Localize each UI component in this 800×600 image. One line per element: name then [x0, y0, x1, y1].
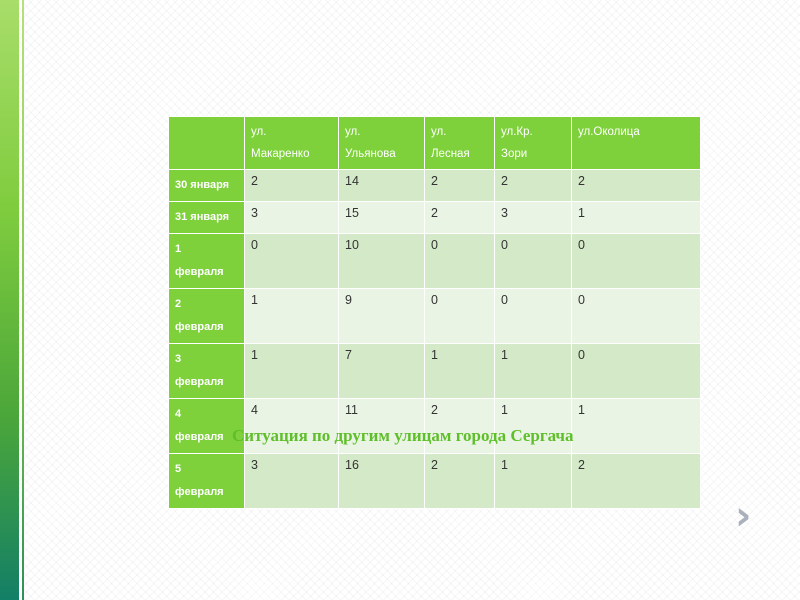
table-cell: 2: [425, 454, 495, 509]
row-label: 5 февраля: [169, 454, 245, 509]
header-kr-zori: ул.Кр. Зори: [495, 117, 572, 170]
header-corner: [169, 117, 245, 170]
table-cell: 10: [339, 234, 425, 289]
table-cell: 4: [245, 399, 339, 454]
table-row: [169, 344, 701, 399]
header-makarenko: ул. Макаренко: [245, 117, 339, 170]
header-ulyanova: ул. Ульянова: [339, 117, 425, 170]
street-situation-table: [168, 116, 701, 509]
table-cell: 14: [339, 170, 425, 202]
table-cell: 2: [495, 170, 572, 202]
table-cell: 1: [495, 399, 572, 454]
row-label: 4 февраля: [169, 399, 245, 454]
table-cell: 2: [425, 202, 495, 234]
row-label: 3 февраля: [169, 344, 245, 399]
table-row: [169, 202, 701, 234]
table-cell: 0: [245, 234, 339, 289]
table-cell: 1: [245, 289, 339, 344]
table-row: [169, 234, 701, 289]
table-cell: 2: [425, 399, 495, 454]
slide-caption: Ситуация по другим улицам города Сергача: [232, 426, 574, 445]
table-row: [169, 170, 701, 202]
table-cell: 3: [245, 454, 339, 509]
table-cell: 2: [425, 170, 495, 202]
table-cell: 2: [572, 170, 701, 202]
table-cell: 1: [245, 344, 339, 399]
table-cell: 15: [339, 202, 425, 234]
header-okolitsa: ул.Околица: [572, 117, 701, 170]
table-cell: 7: [339, 344, 425, 399]
row-label: 1 февраля: [169, 234, 245, 289]
next-slide-chevron-icon[interactable]: ›: [735, 493, 752, 539]
table-cell: 0: [572, 344, 701, 399]
table-cell: 2: [245, 170, 339, 202]
table-row: [169, 454, 701, 509]
table-cell: 1: [572, 399, 701, 454]
table-cell: 1: [425, 344, 495, 399]
table-cell: 3: [495, 202, 572, 234]
row-label: 30 января: [169, 170, 245, 202]
table-cell: 0: [495, 289, 572, 344]
header-row: [169, 117, 701, 170]
table-cell: 0: [572, 234, 701, 289]
table-cell: 11: [339, 399, 425, 454]
table-cell: 0: [425, 234, 495, 289]
table-cell: 1: [572, 202, 701, 234]
left-accent-line: [22, 0, 24, 600]
table-cell: 2: [572, 454, 701, 509]
table-cell: 1: [495, 454, 572, 509]
row-label: 2 февраля: [169, 289, 245, 344]
table-cell: 1: [495, 344, 572, 399]
table-cell: 9: [339, 289, 425, 344]
header-lesnaya: ул. Лесная: [425, 117, 495, 170]
row-label: 31 января: [169, 202, 245, 234]
table-cell: 0: [495, 234, 572, 289]
table-cell: 0: [572, 289, 701, 344]
left-accent-bar: [0, 0, 19, 600]
table-row: [169, 289, 701, 344]
table-cell: 16: [339, 454, 425, 509]
table-cell: 0: [425, 289, 495, 344]
table-cell: 3: [245, 202, 339, 234]
